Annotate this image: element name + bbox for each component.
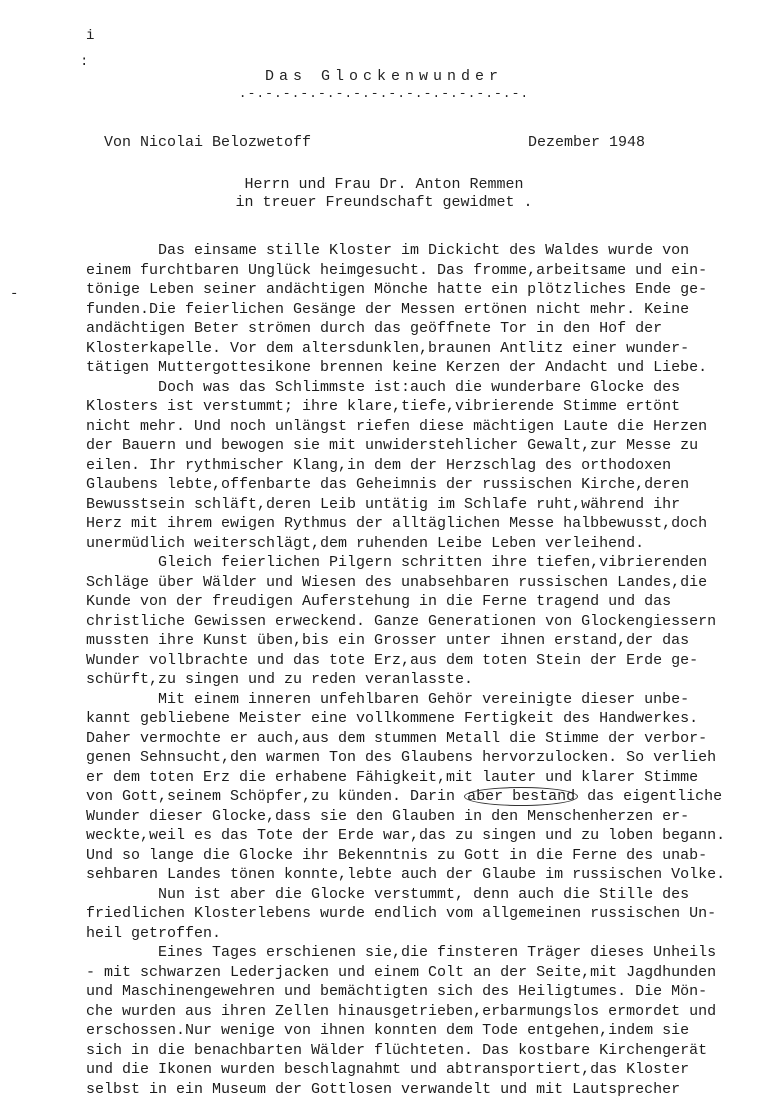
date-line: Dezember 1948 — [528, 134, 645, 151]
body-line: Wunder dieser Glocke,dass sie den Glauben in den Menschenherzen er- — [86, 807, 756, 827]
body-line: und die Ikonen wurden beschlagnahmt und abtransportiert,das Kloster — [86, 1060, 756, 1080]
body-line: Schläge über Wälder und Wiesen des unabsehbaren russischen Landes,die — [86, 573, 756, 593]
body-line: erschossen.Nur wenige von ihnen konnten dem Tode entgehen,indem sie — [86, 1021, 756, 1041]
body-line: Klosterkapelle. Vor dem altersdunklen,braunen Antlitz einer wunder- — [86, 339, 756, 359]
body-line: Wunder vollbrachte und das tote Erz,aus dem toten Stein der Erde ge- — [86, 651, 756, 671]
body-line: Kunde von der freudigen Auferstehung in die Ferne tragend und das — [86, 592, 756, 612]
body-line: funden.Die feierlichen Gesänge der Messen ertönen nicht mehr. Keine — [86, 300, 756, 320]
body-line: friedlichen Klosterlebens wurde endlich vom allgemeinen russischen Un- — [86, 904, 756, 924]
body-line: sich in die benachbarten Wälder flüchteten. Das kostbare Kirchengerät — [86, 1041, 756, 1061]
body-line: und Maschinengewehren und bemächtigten sich des Heiligtumes. Die Mön- — [86, 982, 756, 1002]
body-line: Bewusstsein schläft,deren Leib untätig im Schlafe ruht,während ihr — [86, 495, 756, 515]
body-line: weckte,weil es das Tote der Erde war,das zu singen und zu loben begann. — [86, 826, 756, 846]
body-line: unermüdlich weiterschlägt,dem ruhenden Leibe Leben verleihend. — [86, 534, 756, 554]
body-line: einem furchtbaren Unglück heimgesucht. Das fromme,arbeitsame und ein- — [86, 261, 756, 281]
body-line: Und so lange die Glocke ihr Bekenntnis zu Gott in die Ferne des unab- — [86, 846, 756, 866]
body-line: sehbaren Landes tönen konnte,lebte auch der Glaube im russischen Volke. — [86, 865, 756, 885]
body-line: Nun ist aber die Glocke verstummt, denn auch die Stille des — [86, 885, 756, 905]
body-line: Glaubens lebte,offenbarte das Geheimnis der russischen Kirche,deren — [86, 475, 756, 495]
body-line: Eines Tages erschienen sie,die finsteren Träger dieses Unheils — [86, 943, 756, 963]
body-line: heil getroffen. — [86, 924, 756, 944]
body-line: selbst in ein Museum der Gottlosen verwandelt und mit Lautsprecher — [86, 1080, 756, 1099]
body-line: Gleich feierlichen Pilgern schritten ihre tiefen,vibrierenden — [86, 553, 756, 573]
body-line: kannt gebliebene Meister eine vollkommene Fertigkeit des Handwerkes. — [86, 709, 756, 729]
dedication-line-2: in treuer Freundschaft gewidmet . — [0, 194, 768, 211]
body-line: genen Sehnsucht,den warmen Ton des Glaubens hervorzulocken. So verlieh — [86, 748, 756, 768]
body-line: eilen. Ihr rythmischer Klang,in dem der Herzschlag des orthodoxen — [86, 456, 756, 476]
margin-mark-colon: : — [80, 54, 88, 70]
author-line: Von Nicolai Belozwetoff — [104, 134, 311, 151]
body-line: schürft,zu singen und zu reden veranlasste. — [86, 670, 756, 690]
body-line: Klosters ist verstummt; ihre klare,tiefe,vibrierende Stimme ertönt — [86, 397, 756, 417]
body-line: mussten ihre Kunst üben,bis ein Grosser unter ihnen erstand,der das — [86, 631, 756, 651]
body-line: Herz mit ihrem ewigen Rythmus der alltäglichen Messe halbbewusst,doch — [86, 514, 756, 534]
circled-correction: aber bestand — [464, 787, 578, 806]
body-line: tätigen Muttergottesikone brennen keine Kerzen der Andacht und Liebe. — [86, 358, 756, 378]
body-line: andächtigen Beter strömen durch das geöffnete Tor in den Hof der — [86, 319, 756, 339]
body-line: Doch was das Schlimmste ist:auch die wunderbare Glocke des — [86, 378, 756, 398]
body-line: der Bauern und bewogen sie mit unwiderstehlicher Gewalt,zur Messe zu — [86, 436, 756, 456]
body-line: von Gott,seinem Schöpfer,zu künden. Darin aber bestand das eigentliche — [86, 787, 756, 807]
body-line: Mit einem inneren unfehlbaren Gehör vereinigte dieser unbe- — [86, 690, 756, 710]
margin-mark-top: i — [86, 28, 94, 44]
body-line: christliche Gewissen erweckend. Ganze Generationen von Glockengiessern — [86, 612, 756, 632]
body-line: Daher vermochte er auch,aus dem stummen Metall die Stimme der verbor- — [86, 729, 756, 749]
body-line: er dem toten Erz die erhabene Fähigkeit,mit lauter und klarer Stimme — [86, 768, 756, 788]
body-line: Das einsame stille Kloster im Dickicht des Waldes wurde von — [86, 241, 756, 261]
document-title: Das Glockenwunder — [0, 68, 768, 85]
body-line: che wurden aus ihren Zellen hinausgetrieben,erbarmungslos ermordet und — [86, 1002, 756, 1022]
margin-mark-dash: - — [10, 286, 18, 302]
body-line: tönige Leben seiner andächtigen Mönche hatte ein plötzliches Ende ge- — [86, 280, 756, 300]
dedication-line-1: Herrn und Frau Dr. Anton Remmen — [0, 176, 768, 193]
body-text — [86, 241, 756, 1099]
body-line: - mit schwarzen Lederjacken und einem Colt an der Seite,mit Jagdhunden — [86, 963, 756, 983]
title-underline: .-.-.-.-.-.-.-.-.-.-.-.-.-.-.-.-. — [0, 86, 768, 101]
body-line: nicht mehr. Und noch unlängst riefen diese mächtigen Laute die Herzen — [86, 417, 756, 437]
